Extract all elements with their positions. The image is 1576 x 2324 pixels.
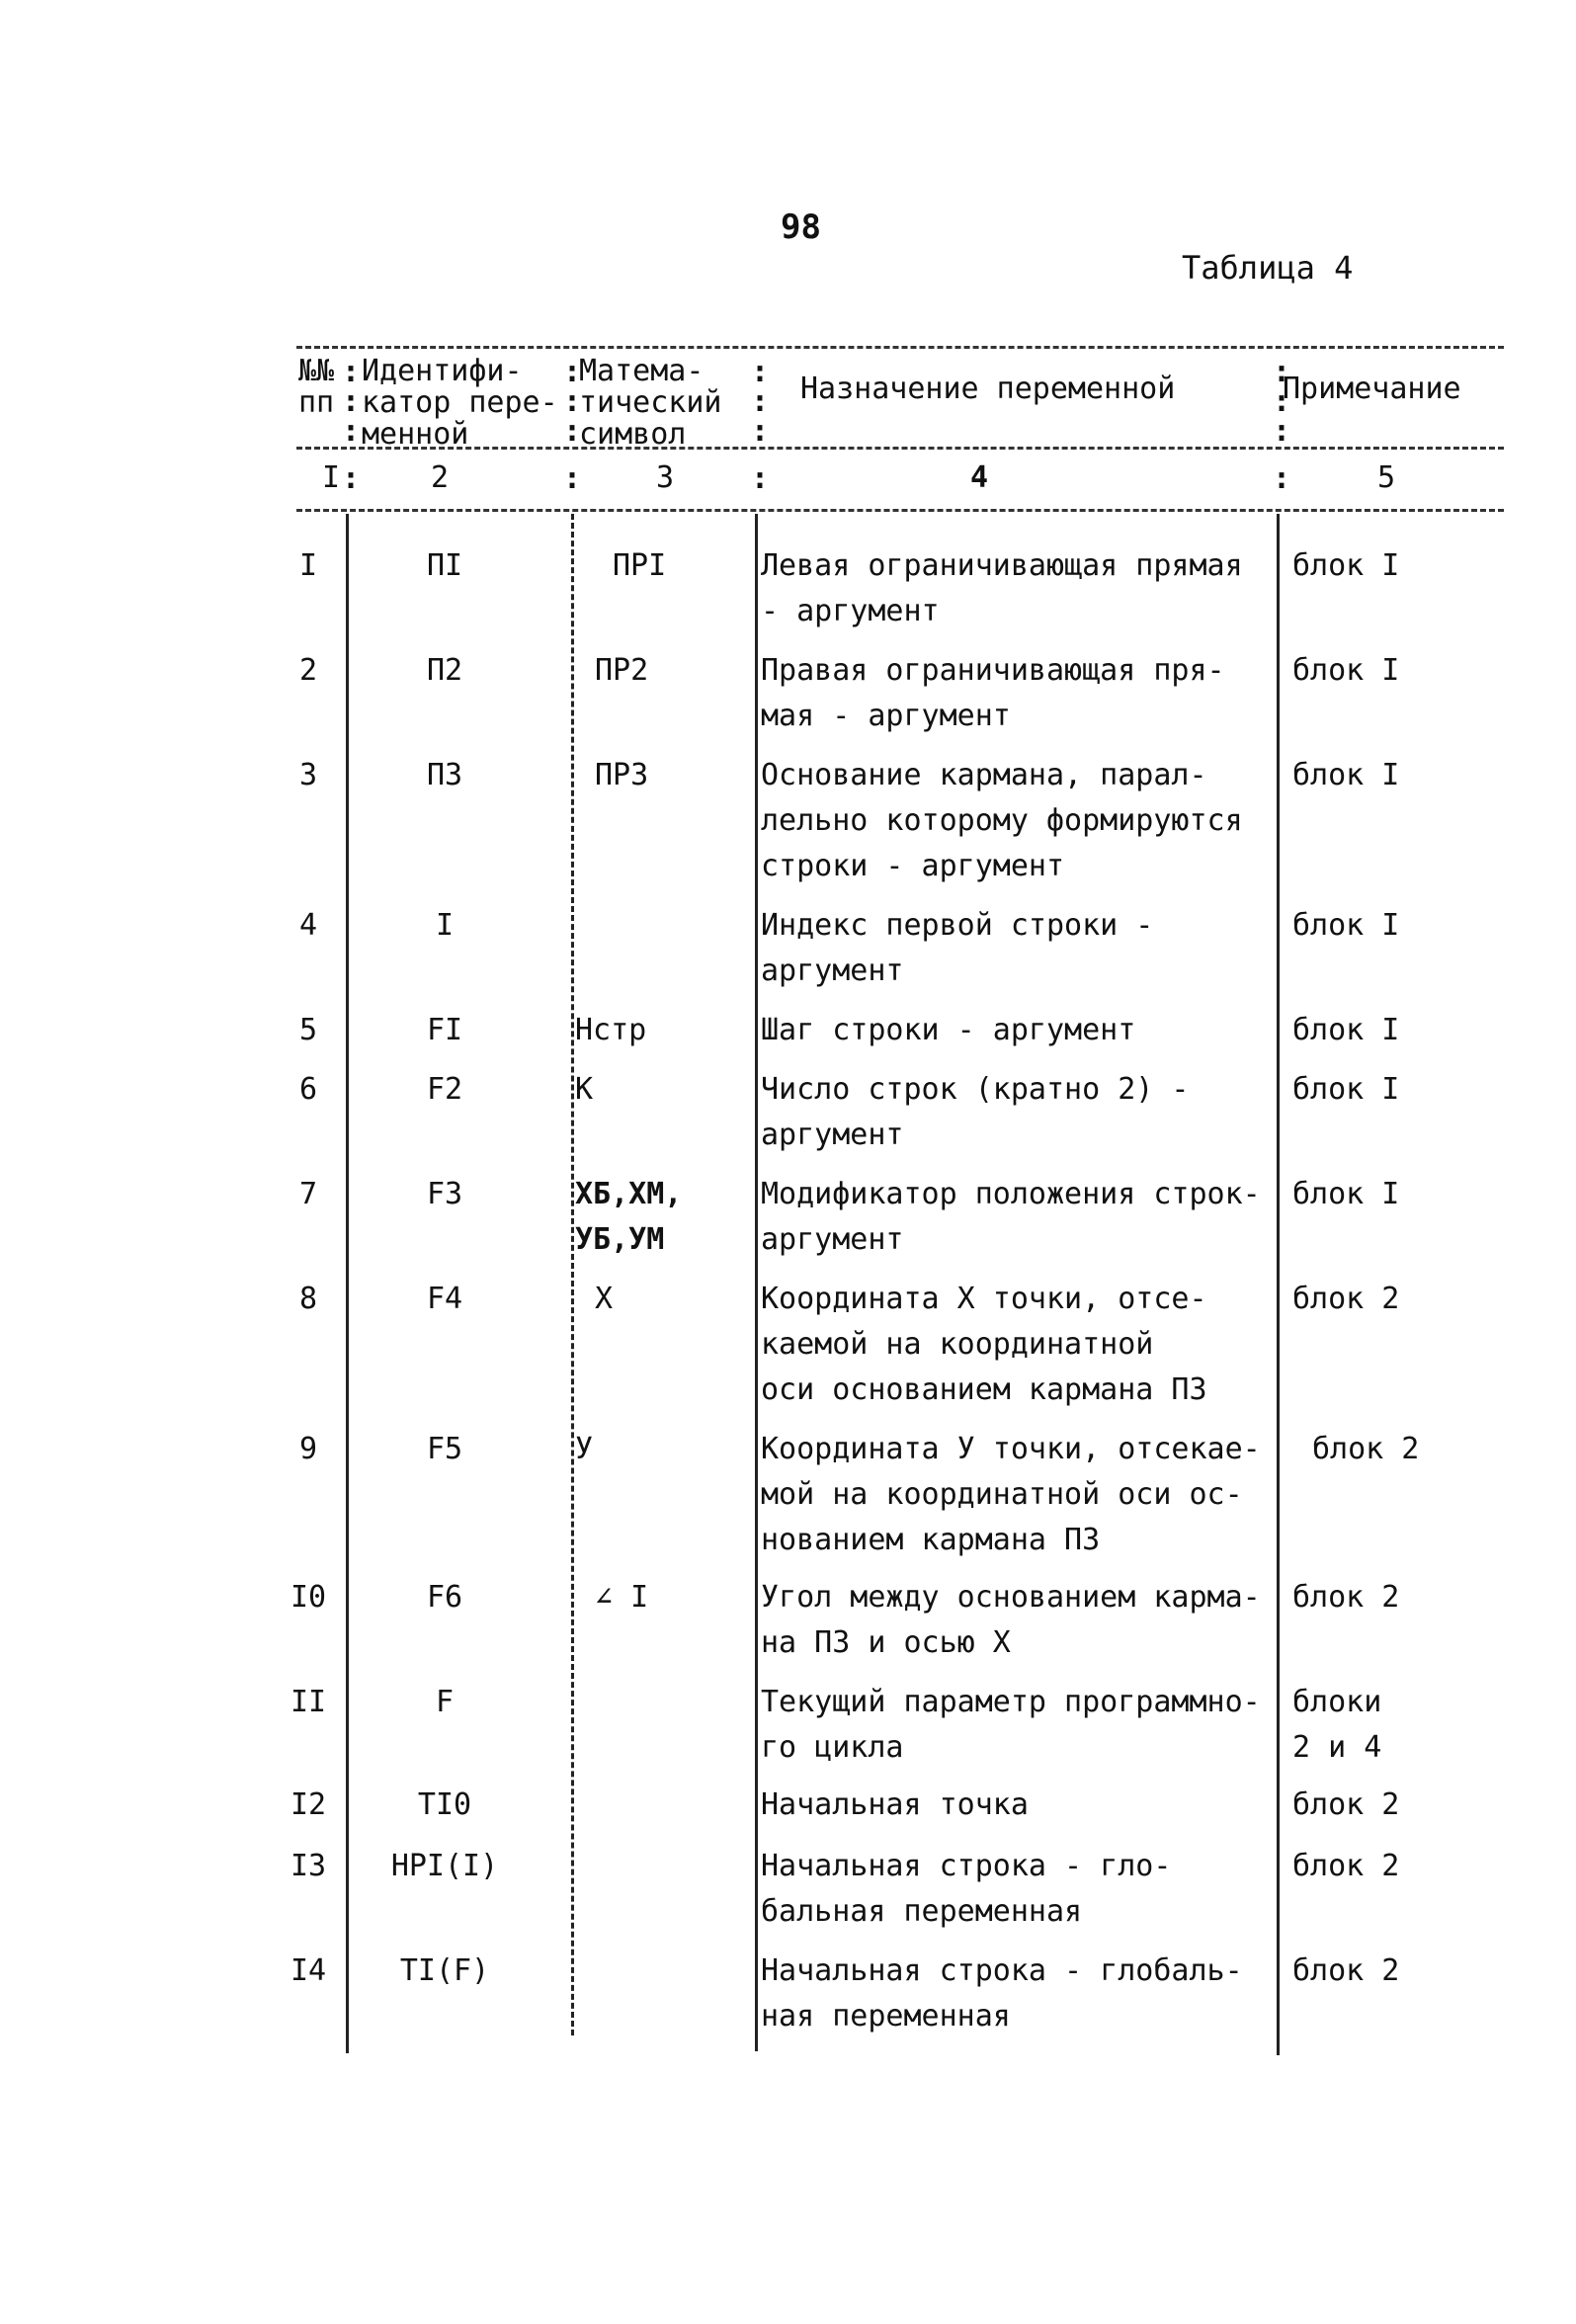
column-divider [346, 514, 349, 2053]
row-description: Индекс первой строки - аргумент [761, 908, 1154, 988]
row-note: блок 2 [1292, 1849, 1400, 1883]
row-number: 6 [298, 1072, 318, 1107]
column-number-separator: : [342, 461, 361, 496]
row-note: блок I [1292, 1013, 1400, 1047]
row-description: Текущий параметр программно- го цикла [761, 1685, 1261, 1765]
row-identifier: F2 [426, 1072, 463, 1107]
column-number-separator: : [1273, 461, 1291, 496]
row-symbol: ХБ,ХМ, УБ,УМ [575, 1177, 683, 1257]
row-identifier: FI [426, 1013, 463, 1047]
row-identifier: F5 [426, 1432, 463, 1466]
row-note: блок I [1292, 1072, 1400, 1107]
row-number: I0 [290, 1580, 327, 1615]
row-note: блок I [1292, 548, 1400, 583]
row-note: блок 2 [1292, 1282, 1400, 1316]
row-identifier: TI(F) [399, 1953, 490, 1988]
header-separator: : : : [751, 355, 770, 449]
row-symbol: ПР2 [595, 653, 649, 688]
header-top-rule [296, 346, 1504, 349]
row-note: блок I [1292, 758, 1400, 792]
header-separator: : : : [563, 355, 582, 449]
row-identifier: ПI [426, 548, 463, 583]
row-note: блок 2 [1312, 1432, 1420, 1466]
row-description: Шаг строки - аргумент [761, 1013, 1136, 1047]
table-caption: Таблица 4 [1182, 249, 1354, 287]
row-symbol: X [595, 1282, 614, 1316]
row-identifier: F [435, 1685, 455, 1719]
header-math-symbol: Матема- тический символ [579, 354, 722, 452]
column-number-separator: : [751, 461, 770, 496]
page-number: 98 [781, 208, 821, 247]
column-divider [571, 514, 574, 2035]
header-purpose: Назначение переменной [800, 372, 1176, 406]
column-number-5: 5 [1377, 460, 1396, 495]
header-number: №№ пп [298, 354, 335, 420]
row-note: блоки 2 и 4 [1292, 1685, 1382, 1765]
row-description: Модификатор положения строк- аргумент [761, 1177, 1261, 1257]
header-separator: : : : [342, 355, 361, 449]
row-identifier: НРI(I) [390, 1849, 499, 1883]
row-note: блок 2 [1292, 1580, 1400, 1615]
header-separator: : : : [1273, 355, 1291, 449]
row-note: блок I [1292, 908, 1400, 943]
row-number: 9 [298, 1432, 318, 1466]
row-note: блок 2 [1292, 1787, 1400, 1822]
row-description: Начальная точка [761, 1787, 1029, 1822]
column-number-4: 4 [970, 460, 989, 495]
row-description: Координата X точки, отсе- каемой на координатной оси основанием кармана П3 [761, 1282, 1207, 1407]
row-identifier: F3 [426, 1177, 463, 1211]
row-description: Число строк (кратно 2) - аргумент [761, 1072, 1190, 1152]
header-bottom-rule [296, 509, 1504, 512]
row-identifier: П3 [426, 758, 463, 792]
row-symbol: ∠ I [595, 1580, 649, 1615]
row-note: блок I [1292, 1177, 1400, 1211]
row-identifier: TI0 [417, 1787, 472, 1822]
column-divider [1277, 514, 1280, 2055]
column-number-1: I [322, 460, 341, 495]
row-number: 2 [298, 653, 318, 688]
row-description: Левая ограничивающая прямая - аргумент [761, 548, 1243, 628]
row-note: блок I [1292, 653, 1400, 688]
row-description: Основание кармана, парал- лельно которому формируются строки - аргумент [761, 758, 1243, 883]
row-description: Правая ограничивающая пря- мая - аргумент [761, 653, 1225, 733]
row-symbol: ПРI [613, 548, 667, 583]
row-identifier: П2 [426, 653, 463, 688]
row-description: Координата У точки, отсекае- мой на координатной оси ос- нованием кармана П3 [761, 1432, 1261, 1557]
row-description: Угол между основанием карма- на П3 и осью X [761, 1580, 1261, 1660]
header-note: Примечание [1283, 372, 1461, 406]
header-identifier: Идентифи- катор пере- менной [362, 354, 558, 452]
row-identifier: F4 [426, 1282, 463, 1316]
row-description: Начальная строка - глобаль- ная переменная [761, 1953, 1243, 2034]
row-number: 4 [298, 908, 318, 943]
row-number: I [298, 548, 318, 583]
row-number: 5 [298, 1013, 318, 1047]
row-number: 8 [298, 1282, 318, 1316]
row-number: I2 [290, 1787, 327, 1822]
row-symbol: ПР3 [595, 758, 649, 792]
row-number: I4 [290, 1953, 327, 1988]
column-number-2: 2 [431, 460, 450, 495]
row-symbol: Hстр [575, 1013, 647, 1047]
column-number-3: 3 [656, 460, 675, 495]
row-number: II [290, 1685, 327, 1719]
row-identifier: I [435, 908, 455, 943]
column-number-separator: : [563, 461, 582, 496]
row-number: I3 [290, 1849, 327, 1883]
row-symbol: K [575, 1072, 594, 1107]
row-number: 3 [298, 758, 318, 792]
row-symbol: У [575, 1432, 594, 1466]
row-note: блок 2 [1292, 1953, 1400, 1988]
row-number: 7 [298, 1177, 318, 1211]
row-description: Начальная строка - гло- бальная переменная [761, 1849, 1172, 1929]
row-identifier: F6 [426, 1580, 463, 1615]
